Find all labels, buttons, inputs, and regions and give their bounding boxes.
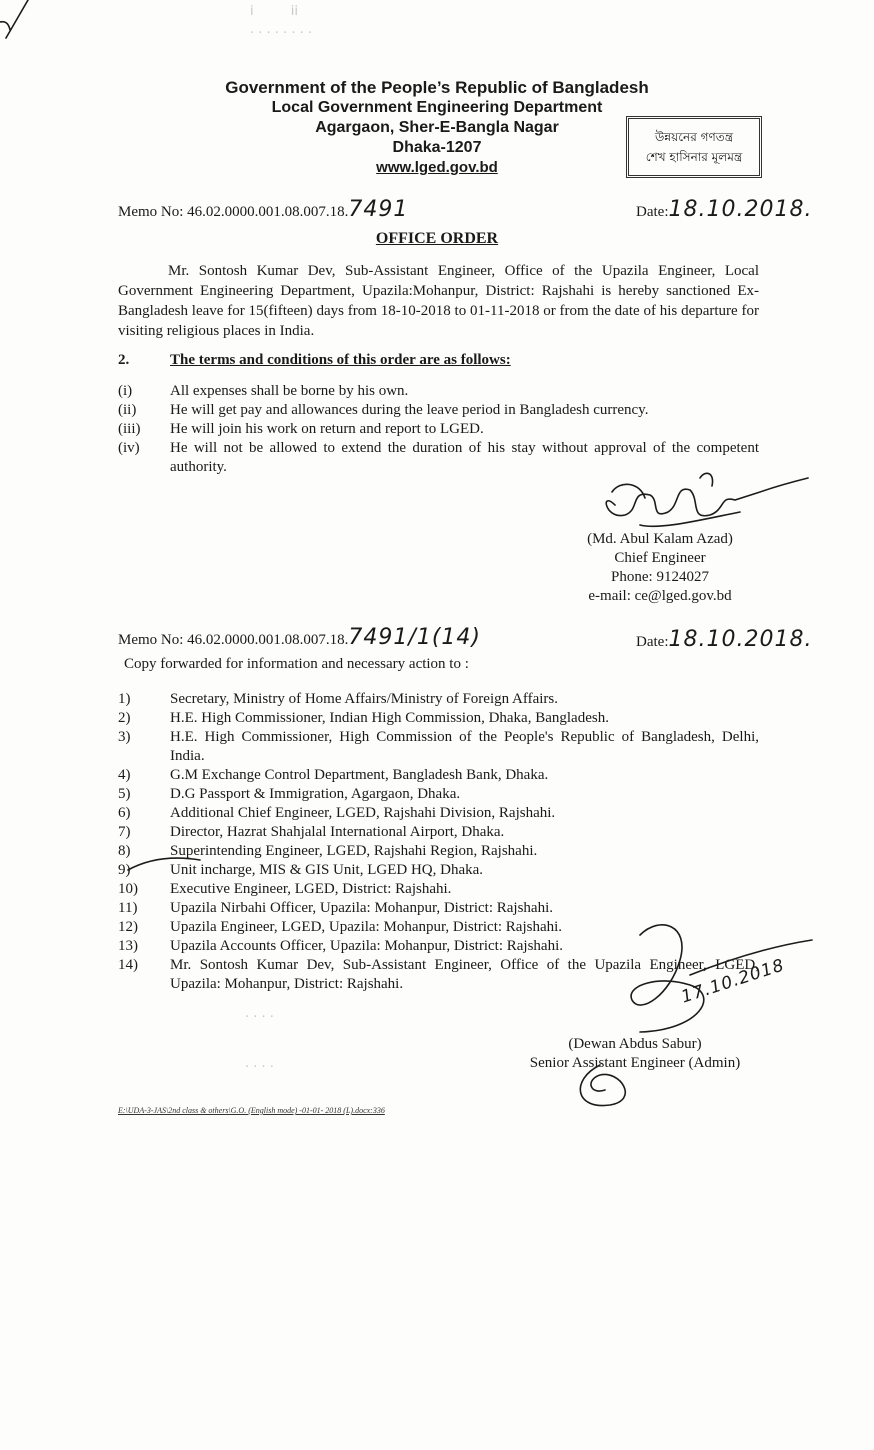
list-item: 13) Upazila Accounts Officer, Upazila: Mohanpur, District: Rajshahi.	[118, 938, 563, 954]
list-item: 7) Director, Hazrat Shahjalal International Airport, Dhaka.	[118, 824, 505, 840]
bleed-through-mark: · · · · · · · ·	[250, 26, 312, 41]
signatory-1-title: Chief Engineer	[614, 550, 706, 566]
list-item: 5) D.G Passport & Immigration, Agargaon, Dhaka.	[118, 786, 461, 802]
signatory-1-email[interactable]: e-mail: ce@lged.gov.bd	[588, 588, 732, 604]
header-government: Government of the People’s Republic of Bangladesh	[225, 78, 649, 97]
list-item: (iii) He will join his work on return and report to LGED.	[118, 421, 484, 437]
slogan-line-2: শেখ হাসিনার মূলমন্ত্র	[645, 150, 743, 164]
header-address: Agargaon, Sher-E-Bangla Nagar	[315, 119, 559, 136]
memo-1-prefix: Memo No: 46.02.0000.001.08.007.18.	[118, 204, 349, 220]
list-item: 3) H.E. High Commissioner, High Commission of the People's Republic of Bangladesh, Delhi, India.	[118, 729, 759, 764]
memo-1-date-value: 18.10.2018.	[668, 197, 813, 222]
memo-2-date-value: 18.10.2018.	[668, 627, 813, 652]
memo-2-prefix: Memo No: 46.02.0000.001.08.007.18.	[118, 632, 349, 648]
list-item: 2) H.E. High Commissioner, Indian High Commission, Dhaka, Bangladesh.	[118, 710, 609, 726]
list-item: 9) Unit incharge, MIS & GIS Unit, LGED HQ, Dhaka.	[118, 862, 484, 878]
copy-forwarded-text: Copy forwarded for information and necessary action to :	[124, 656, 469, 672]
list-item: 11) Upazila Nirbahi Officer, Upazila: Mohanpur, District: Rajshahi.	[118, 900, 553, 916]
signatory-2-name: (Dewan Abdus Sabur)	[568, 1036, 702, 1052]
header-department: Local Government Engineering Department	[271, 99, 603, 116]
list-item: 4) G.M Exchange Control Department, Bangladesh Bank, Dhaka.	[118, 767, 549, 783]
signatory-2-handwritten-date: 17.10.2018	[678, 955, 788, 1008]
signature-1-flourish-icon	[612, 473, 713, 498]
office-order-title: OFFICE ORDER	[375, 230, 499, 247]
list-item: 12) Upazila Engineer, LGED, Upazila: Mohanpur, District: Rajshahi.	[118, 919, 563, 935]
corner-mark	[0, 0, 28, 38]
bleed-through-mark: i ii	[250, 4, 299, 19]
slogan-line-1: উন্নয়নের গণতন্ত্র	[654, 130, 734, 144]
memo-1-number: 7491	[348, 197, 409, 222]
footer-file-path: E:\UDA-3-JAS\2nd class & others\G.O. (English mode) -01-01- 2018 (L).docx:336	[118, 1106, 385, 1115]
list-item: 1) Secretary, Ministry of Home Affairs/Ministry of Foreign Affairs.	[118, 691, 558, 707]
list-item: (iv) He will not be allowed to extend the duration of his stay without approval of the competent authority.	[118, 440, 759, 475]
bleed-through-mark: · · · ·	[245, 1010, 274, 1025]
bleed-through-mark: · · · ·	[245, 1060, 274, 1075]
recipient-9-strike	[128, 858, 200, 870]
memo-2-number: 7491/1(14)	[348, 625, 481, 650]
terms-heading-text: The terms and conditions of this order are as follows:	[170, 352, 511, 368]
signature-2-icon	[631, 925, 812, 1032]
signatory-2-title: Senior Assistant Engineer (Admin)	[529, 1055, 741, 1071]
signature-1-icon	[606, 478, 808, 526]
signatory-1-phone: Phone: 9124027	[611, 569, 709, 585]
header-website[interactable]: www.lged.gov.bd	[376, 159, 498, 176]
signatory-1-name: (Md. Abul Kalam Azad)	[587, 531, 733, 547]
memo-2-date-label: Date:	[636, 634, 669, 650]
header-city: Dhaka-1207	[392, 139, 482, 156]
order-body-paragraph: Mr. Sontosh Kumar Dev, Sub-Assistant Engineer, Office of the Upazila Engineer, Local Government Engineering Department, Upazila:Mohanpur, District: Rajshahi is hereby sanctioned Ex-Bangladesh leave for 15(fifteen) days from 18-10-2018 to 01-11-2018 or from the date of his departure for visiting religious places in India.	[118, 263, 759, 339]
list-item: 14) Mr. Sontosh Kumar Dev, Sub-Assistant Engineer, Office of the Upazila Engineer, LGED, Upazila: Mohanpur, District: Rajshahi.	[118, 957, 759, 992]
list-item: (i) All expenses shall be borne by his own.	[118, 383, 409, 399]
terms-heading-number: 2.	[118, 352, 130, 368]
list-item: 8) Superintending Engineer, LGED, Rajshahi Region, Rajshahi.	[118, 843, 538, 859]
signature-2-loop-icon	[580, 1065, 625, 1106]
list-item: 6) Additional Chief Engineer, LGED, Rajshahi Division, Rajshahi.	[118, 805, 556, 821]
memo-1-date-label: Date:	[636, 204, 669, 220]
list-item: (ii) He will get pay and allowances during the leave period in Bangladesh currency.	[118, 402, 649, 418]
list-item: 10) Executive Engineer, LGED, District: Rajshahi.	[118, 881, 452, 897]
